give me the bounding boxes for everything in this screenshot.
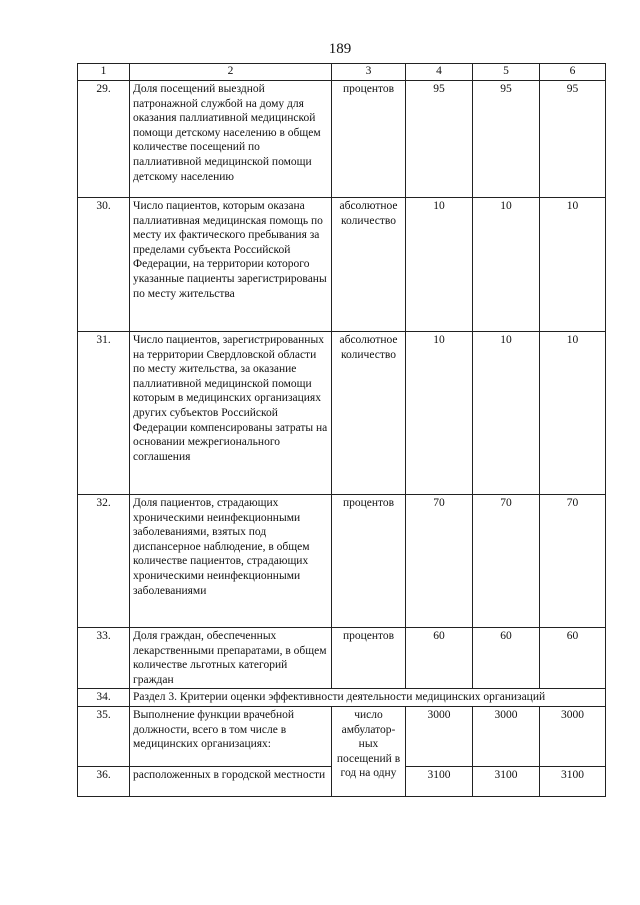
table-row [78, 81, 606, 198]
value-col-4: 95 [406, 81, 473, 198]
row-number: 31. [78, 332, 130, 495]
header-col-3: 3 [332, 64, 406, 81]
indicator-name: Число пациентов, которым оказана паллиативная медицинская помощь по месту их фактического пребывания за пределами субъекта Российской Федерации, на территории которого указанные пациенты зарегистрированы по месту жительства [130, 198, 332, 332]
row-number: 32. [78, 495, 130, 628]
table-row [78, 332, 606, 495]
value-col-4: 70 [406, 495, 473, 628]
value-col-5: 70 [473, 495, 540, 628]
row-number: 36. [78, 766, 130, 796]
row-number: 35. [78, 706, 130, 766]
table-row [78, 628, 606, 689]
value-col-5: 60 [473, 628, 540, 689]
unit: процентов [332, 628, 406, 689]
indicator-name: Доля посещений выездной патронажной службой на дому для оказания паллиативной медицинской помощи детскому населению в общем количестве посещений по паллиативной медицинской помощи детскому населению [130, 81, 332, 198]
table-row [78, 706, 606, 766]
row-number: 29. [78, 81, 130, 198]
value-col-4: 10 [406, 198, 473, 332]
table-row [78, 198, 606, 332]
value-col-5: 95 [473, 81, 540, 198]
header-col-1: 1 [78, 64, 130, 81]
indicators-table [77, 63, 606, 797]
value-col-4: 10 [406, 332, 473, 495]
table-row [78, 495, 606, 628]
header-col-6: 6 [540, 64, 606, 81]
indicator-name: Число пациентов, зарегистрированных на территории Свердловской области по месту жительства, за оказание паллиативной медицинской помощи которым в медицинских организациях других субъектов Российской Федерации компенсированы затраты на основании межрегионального соглашения [130, 332, 332, 495]
value-col-4: 60 [406, 628, 473, 689]
table-header-row [78, 64, 606, 81]
header-col-5: 5 [473, 64, 540, 81]
header-col-2: 2 [130, 64, 332, 81]
row-number: 34. [78, 689, 130, 707]
value-col-5: 10 [473, 332, 540, 495]
indicator-name: Выполнение функции врачебной должности, всего в том числе в медицинских организациях: [130, 706, 332, 766]
value-col-6: 10 [540, 332, 606, 495]
row-number: 33. [78, 628, 130, 689]
unit: абсолютное количество [332, 198, 406, 332]
header-col-4: 4 [406, 64, 473, 81]
page-number: 189 [328, 41, 352, 57]
value-col-5: 3000 [473, 706, 540, 766]
unit: процентов [332, 81, 406, 198]
value-col-6: 10 [540, 198, 606, 332]
value-col-6: 3100 [540, 766, 606, 796]
value-col-5: 10 [473, 198, 540, 332]
indicator-name: Доля граждан, обеспеченных лекарственными препаратами, в общем количестве льготных категорий граждан [130, 628, 332, 689]
value-col-4: 3100 [406, 766, 473, 796]
value-col-6: 95 [540, 81, 606, 198]
value-col-5: 3100 [473, 766, 540, 796]
value-col-6: 3000 [540, 706, 606, 766]
indicator-name: расположенных в городской местности [130, 766, 332, 796]
row-number: 30. [78, 198, 130, 332]
value-col-6: 60 [540, 628, 606, 689]
section-row [78, 689, 606, 707]
indicator-name: Доля пациентов, страдающих хроническими неинфекционными заболеваниями, взятых под диспансерное наблюдение, в общем количестве пациентов, страдающих хроническими неинфекционными заболеваниями [130, 495, 332, 628]
unit: число амбулатор-ных посещений в год на одну [332, 706, 406, 796]
value-col-4: 3000 [406, 706, 473, 766]
unit: абсолютное количество [332, 332, 406, 495]
value-col-6: 70 [540, 495, 606, 628]
section-title: Раздел 3. Критерии оценки эффективности деятельности медицинских организаций [130, 689, 606, 707]
unit: процентов [332, 495, 406, 628]
